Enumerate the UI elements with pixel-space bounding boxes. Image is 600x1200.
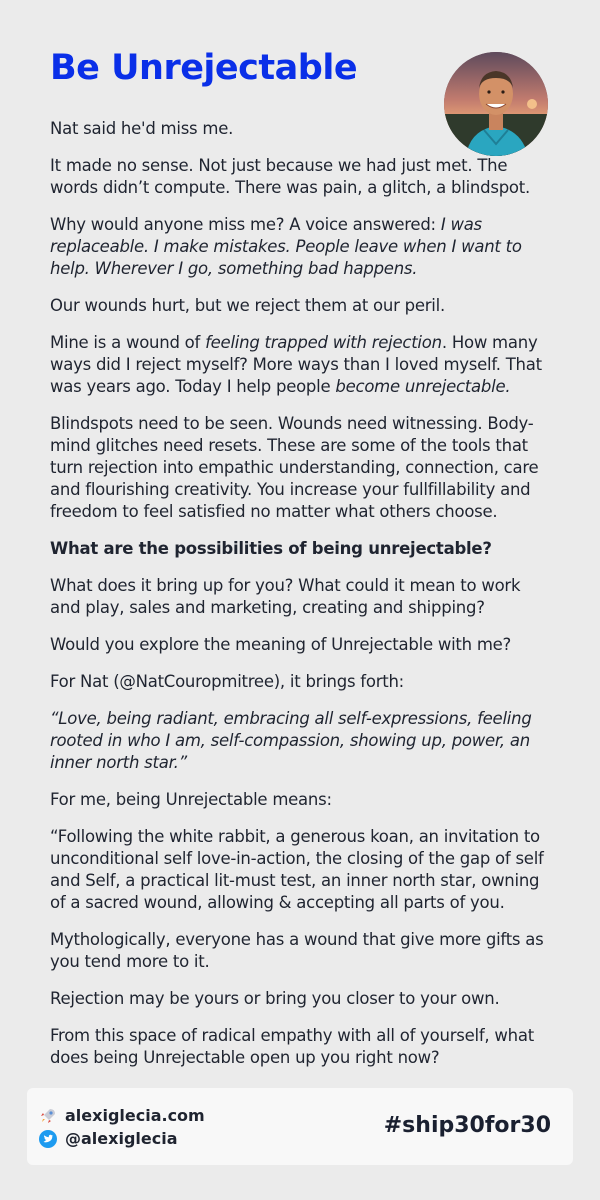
paragraph: It made no sense. Not just because we had just met. The words didn’t compute. There was pain, a glitch, a blindspot. bbox=[50, 156, 530, 197]
paragraph-text: . How many ways did I reject myself? More ways than I loved myself. That was years ago. Today I help people bbox=[50, 333, 542, 396]
paragraph: Would you explore the meaning of Unrejectable with me? bbox=[50, 635, 512, 654]
footer-card bbox=[27, 1088, 573, 1165]
emphasis-text: I was replaceable. I make mistakes. People leave when I want to help. Wherever I go, something bad happens. bbox=[50, 215, 522, 278]
emphasis-text: feeling trapped with rejection bbox=[205, 333, 442, 352]
twitter-handle: @alexiglecia bbox=[65, 1129, 178, 1148]
paragraph-text: Mine is a wound of bbox=[50, 333, 206, 352]
website-text: alexiglecia.com bbox=[65, 1106, 205, 1125]
section-heading bbox=[50, 538, 552, 560]
paragraph: Nat said he'd miss me. bbox=[50, 119, 234, 138]
rocket-icon bbox=[39, 1107, 57, 1125]
paragraph: For Nat (@NatCouropmitree), it brings forth: bbox=[50, 672, 404, 691]
footer-links bbox=[39, 1104, 205, 1150]
paragraph: Our wounds hurt, but we reject them at our peril. bbox=[50, 296, 445, 315]
twitter-link[interactable] bbox=[39, 1127, 205, 1150]
quote-text: “Love, being radiant, embracing all self-expressions, feeling rooted in who I am, self-compassion, showing up, power, an inner north star.” bbox=[50, 709, 532, 772]
quote bbox=[50, 708, 552, 774]
hashtag: #ship30for30 bbox=[383, 1113, 551, 1138]
twitter-bird-icon bbox=[39, 1130, 57, 1148]
paragraph-text: Why would anyone miss me? A voice answered: bbox=[50, 215, 441, 234]
paragraph: From this space of radical empathy with all of yourself, what does being Unrejectable open up you right now? bbox=[50, 1026, 534, 1067]
website-link[interactable] bbox=[39, 1104, 205, 1127]
paragraph: Mythologically, everyone has a wound that give more gifts as you tend more to it. bbox=[50, 930, 544, 971]
heading-text: What are the possibilities of being unrejectable? bbox=[50, 539, 492, 558]
page-title: Be Unrejectable bbox=[50, 48, 358, 88]
emphasis-text: become unrejectable. bbox=[335, 377, 511, 396]
paragraph bbox=[50, 214, 552, 280]
article-body bbox=[50, 118, 552, 1084]
paragraph: For me, being Unrejectable means: bbox=[50, 790, 332, 809]
paragraph bbox=[50, 332, 552, 398]
paragraph: Blindspots need to be seen. Wounds need witnessing. Body-mind glitches need resets. These are some of the tools that turn rejection into empathic understanding, connection, care and flourishing creativity. You increase your fullfillability and freedom to feel satisfied no matter what others choose. bbox=[50, 414, 539, 521]
paragraph: What does it bring up for you? What could it mean to work and play, sales and marketing, creating and shipping? bbox=[50, 576, 521, 617]
paragraph: Rejection may be yours or bring you closer to your own. bbox=[50, 989, 500, 1008]
paragraph: “Following the white rabbit, a generous koan, an invitation to unconditional self love-in-action, the closing of the gap of self and Self, a practical lit-must test, an inner north star, owning of a sacred wound, allowing & accepting all parts of you. bbox=[50, 827, 544, 912]
